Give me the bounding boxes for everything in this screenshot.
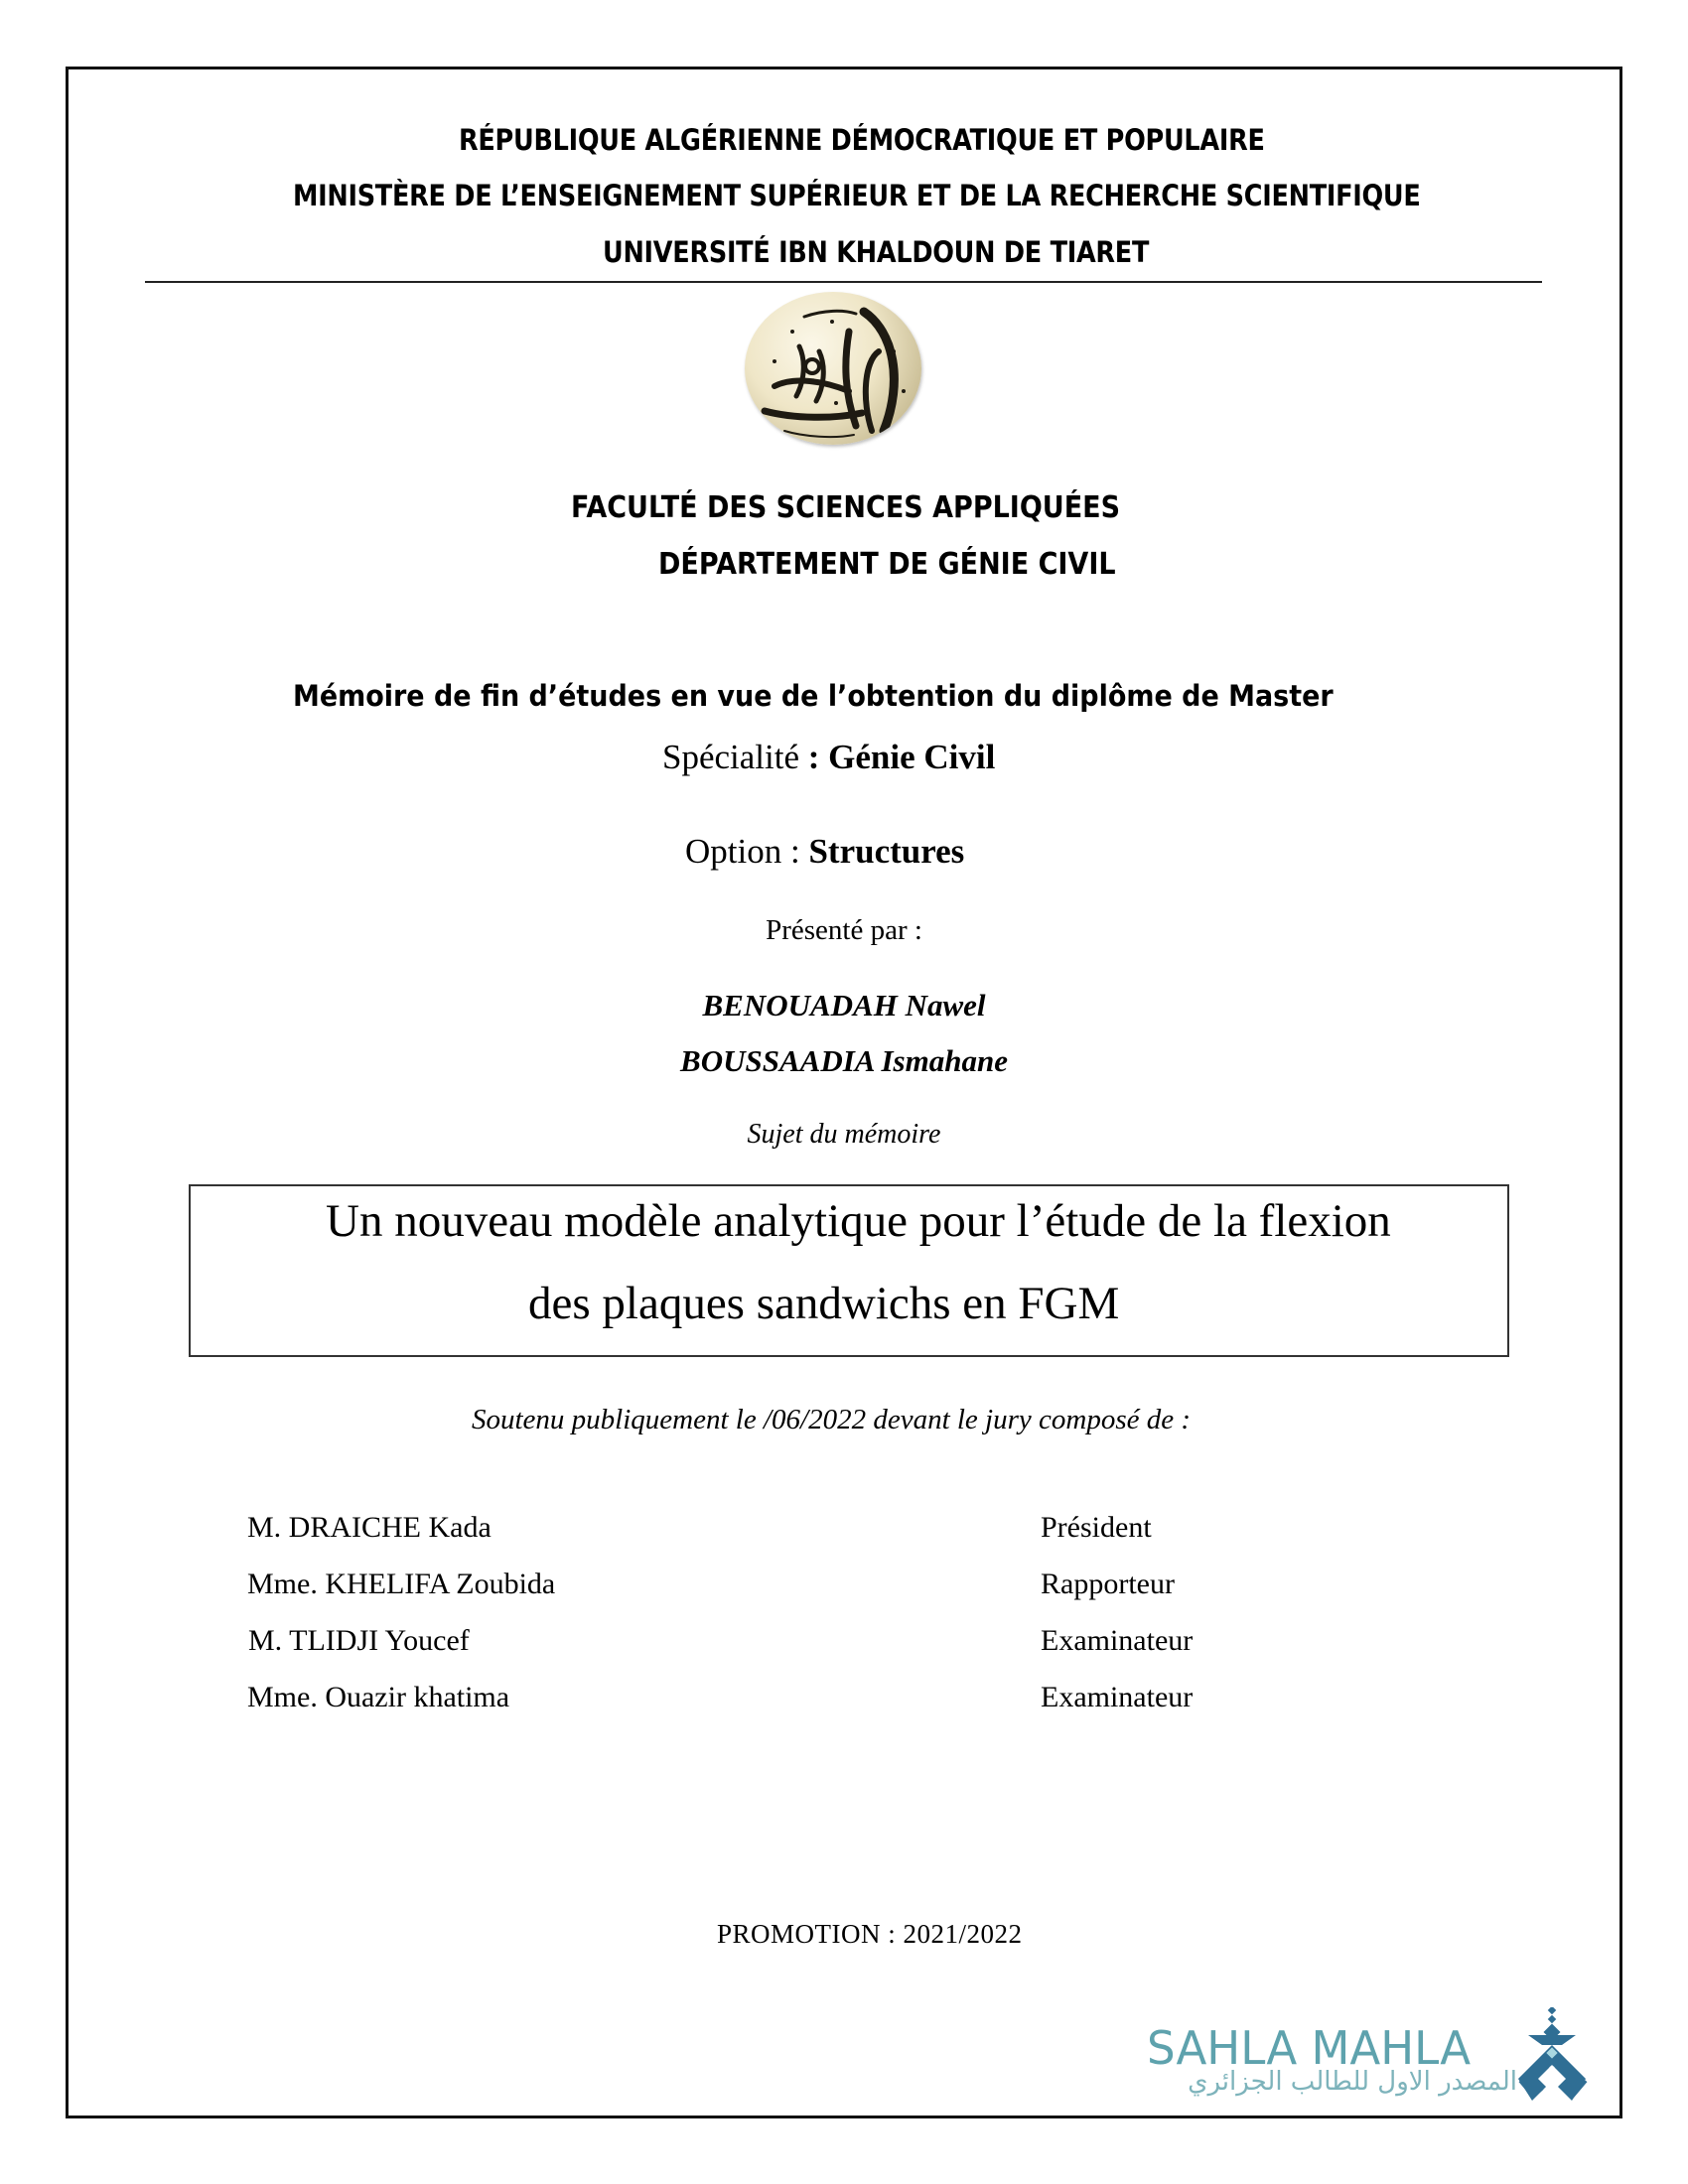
option-line bbox=[685, 832, 964, 872]
jury-member-role: Rapporteur bbox=[1041, 1568, 1175, 1600]
jury-member-name: M. DRAICHE Kada bbox=[247, 1511, 492, 1544]
jury-member-role: Examinateur bbox=[1041, 1624, 1194, 1657]
republic-heading: RÉPUBLIQUE ALGÉRIENNE DÉMOCRATIQUE ET POPULAIRE bbox=[459, 123, 1265, 157]
author-1: BENOUADAH Nawel bbox=[702, 988, 986, 1023]
watermark-tagline: المصدر الاول للطالب الجزائري bbox=[1188, 2067, 1517, 2097]
jury-member-role: Président bbox=[1041, 1511, 1152, 1544]
jury-member-name: Mme. KHELIFA Zoubida bbox=[247, 1568, 556, 1600]
subject-title-line-2: des plaques sandwichs en FGM bbox=[528, 1278, 1120, 1329]
subject-title-line-1: Un nouveau modèle analytique pour l’étude de la flexion bbox=[326, 1195, 1391, 1247]
university-heading: UNIVERSITÉ IBN KHALDOUN DE TIARET bbox=[603, 235, 1150, 269]
speciality-line bbox=[662, 738, 995, 777]
subject-title-box bbox=[189, 1184, 1509, 1357]
speciality-value: : Génie Civil bbox=[807, 738, 996, 776]
department-name: DÉPARTEMENT DE GÉNIE CIVIL bbox=[658, 547, 1116, 582]
promotion-year: PROMOTION : 2021/2022 bbox=[717, 1919, 1023, 1949]
ministry-heading: MINISTÈRE DE L’ENSEIGNEMENT SUPÉRIEUR ET DE LA RECHERCHE SCIENTIFIQUE bbox=[293, 179, 1421, 212]
presented-by-label: Présenté par : bbox=[766, 914, 922, 946]
header-divider bbox=[145, 281, 1542, 283]
defense-statement: Soutenu publiquement le /06/2022 devant le jury composé de : bbox=[472, 1404, 1192, 1435]
option-label: Option : bbox=[685, 832, 809, 871]
subject-label: Sujet du mémoire bbox=[747, 1119, 941, 1150]
option-value: Structures bbox=[808, 832, 965, 871]
thesis-purpose: Mémoire de fin d’études en vue de l’obtention du diplôme de Master bbox=[293, 679, 1334, 713]
university-seal-icon bbox=[745, 292, 921, 445]
author-2: BOUSSAADIA Ismahane bbox=[680, 1043, 1008, 1078]
watermark-brand: SAHLA MAHLA bbox=[1147, 2021, 1472, 2075]
speciality-label: Spécialité bbox=[662, 738, 808, 776]
jury-member-role: Examinateur bbox=[1041, 1681, 1194, 1713]
jury-member-name: Mme. Ouazir khatima bbox=[247, 1681, 510, 1713]
jury-member-name: M. TLIDJI Youcef bbox=[248, 1624, 470, 1657]
sahla-mahla-emblem-icon bbox=[1514, 2007, 1594, 2107]
faculty-name: FACULTÉ DES SCIENCES APPLIQUÉES bbox=[571, 490, 1121, 525]
